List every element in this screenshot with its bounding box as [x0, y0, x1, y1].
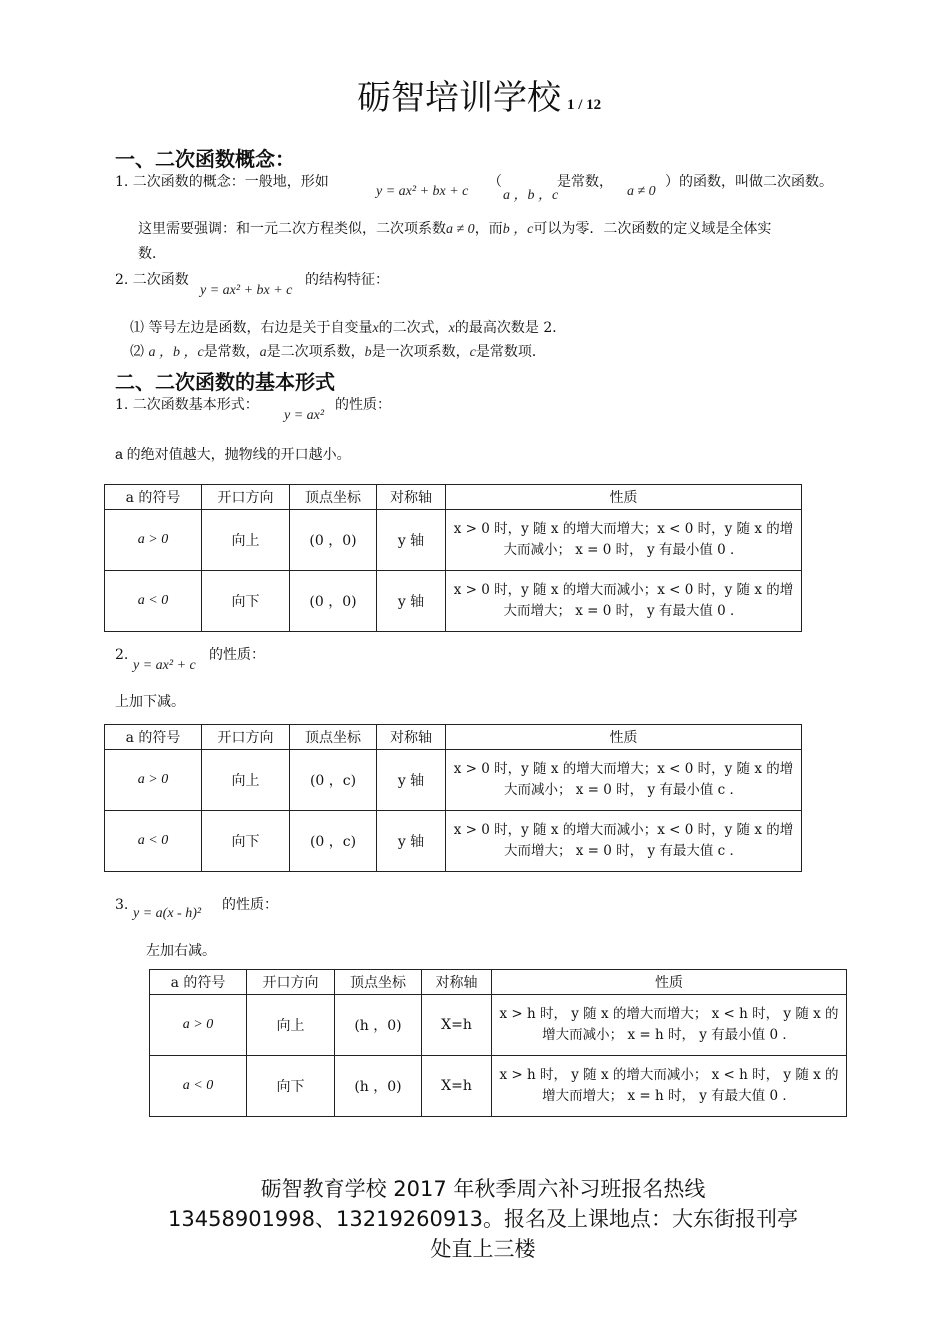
text: 是常数， — [203, 344, 260, 360]
table-header-row — [150, 970, 847, 995]
abc-vars: a ，b ，c — [148, 345, 204, 360]
header-property: 性质 — [446, 485, 802, 510]
cell: a > 0 — [105, 510, 202, 571]
header-axis: 对称轴 — [422, 970, 492, 995]
feature-2 — [130, 342, 546, 363]
item-3-number: 3. — [115, 897, 129, 913]
note-2: 上加下减。 — [115, 694, 185, 710]
cell: 向上 — [202, 510, 290, 571]
header-sign: a 的符号 — [150, 970, 247, 995]
condition-a: a ≠ 0 — [627, 184, 656, 199]
bc-vars: b ，c — [502, 222, 534, 237]
cell: X=h — [422, 1056, 492, 1117]
cell: a < 0 — [105, 571, 202, 632]
text: ⑵ — [130, 344, 144, 360]
header-sign: a 的符号 — [105, 485, 202, 510]
cell: x > 0 时，y 随 x 的增大而减小；x < 0 时，y 随 x 的增大而增大； x = 0 时， y 有最大值 0 ． — [446, 571, 802, 632]
item-1-label: 1. 二次函数基本形式： — [115, 397, 259, 413]
text: 数． — [138, 246, 166, 262]
header-vertex: 顶点坐标 — [290, 725, 377, 750]
header-vertex: 顶点坐标 — [290, 485, 377, 510]
header-property: 性质 — [446, 725, 802, 750]
text: 可以为零．二次函数的定义域是全体实 — [533, 221, 772, 237]
cell: (0 ，c) — [290, 811, 377, 872]
text: 的性质： — [222, 897, 278, 913]
text: ）的函数，叫做二次函数。 — [665, 174, 833, 190]
page-title — [357, 70, 601, 119]
note-3: 左加右减。 — [146, 943, 216, 959]
text: 的最高次数是 2． — [454, 320, 567, 336]
text: 是常数项． — [475, 344, 546, 360]
item-2-number: 2. — [115, 647, 129, 663]
paren-open: （ — [488, 174, 502, 190]
formula-general: y = ax² + bx + c — [200, 283, 293, 298]
formula-ax2-c: y = ax² + c — [133, 658, 196, 673]
cell: a < 0 — [150, 1056, 247, 1117]
cell: (0 ，0) — [290, 510, 377, 571]
cell: x > 0 时，y 随 x 的增大而增大；x < 0 时，y 随 x 的增大而减小； x = 0 时， y 有最小值 0 ． — [446, 510, 802, 571]
formula-general: y = ax² + bx + c — [376, 184, 469, 199]
cell: (h ，0) — [335, 995, 422, 1056]
footer-line: 处直上三楼 — [430, 1237, 536, 1261]
cell: 向上 — [247, 995, 335, 1056]
header-property: 性质 — [492, 970, 847, 995]
cell: a > 0 — [150, 995, 247, 1056]
table-row — [105, 571, 802, 632]
header-direction: 开口方向 — [247, 970, 335, 995]
footer-line: 13458901998、13219260913。报名及上课地点：大东街报刊亭 — [168, 1207, 798, 1231]
table-row — [105, 510, 802, 571]
text: 是常数， — [557, 174, 613, 190]
title-text: 砺智培训学校 — [357, 78, 561, 118]
text: 是二次项系数， — [266, 344, 365, 360]
cell: y 轴 — [377, 811, 446, 872]
properties-table-3 — [149, 969, 847, 1117]
formula-vertex-form: y = a(x - h)² — [133, 906, 202, 921]
cell: x > h 时， y 随 x 的增大而减小； x < h 时， y 随 x 的增大而增大； x = h 时， y 有最大值 0 ． — [492, 1056, 847, 1117]
section-2-heading: 二、二次函数的基本形式 — [115, 370, 335, 394]
cell: y 轴 — [377, 510, 446, 571]
text: ⑴ 等号左边是函数，右边是关于自变量 — [130, 320, 373, 336]
cell: 向下 — [202, 571, 290, 632]
table-row — [105, 750, 802, 811]
cell: a < 0 — [105, 811, 202, 872]
var-b: b — [364, 345, 372, 360]
text: 的结构特征： — [305, 272, 389, 288]
properties-table-2 — [104, 724, 802, 872]
footer-ad — [100, 1174, 866, 1264]
table-row — [150, 995, 847, 1056]
text: 的二次式， — [378, 320, 449, 336]
cell: 向下 — [247, 1056, 335, 1117]
text: ，而 — [474, 221, 503, 237]
text: 的性质： — [209, 647, 265, 663]
concept-paragraph — [115, 172, 329, 192]
cell: (h ，0) — [335, 1056, 422, 1117]
cell: y 轴 — [377, 571, 446, 632]
var-c: c — [469, 345, 476, 360]
page-number: 1 / 12 — [567, 97, 602, 113]
feature-1 — [130, 318, 566, 339]
section-1-heading: 一、二次函数概念： — [115, 147, 295, 171]
cell: 向上 — [202, 750, 290, 811]
cell: a > 0 — [105, 750, 202, 811]
cell: (0 ，c) — [290, 750, 377, 811]
cell: y 轴 — [377, 750, 446, 811]
header-vertex: 顶点坐标 — [335, 970, 422, 995]
cell: (0 ，0) — [290, 571, 377, 632]
table-header-row — [105, 485, 802, 510]
var-x: x — [448, 321, 455, 336]
text: 这里需要强调：和一元二次方程类似，二次项系数 — [138, 221, 446, 237]
cell: x > 0 时，y 随 x 的增大而增大；x < 0 时，y 随 x 的增大而减小； x = 0 时， y 有最小值 c ． — [446, 750, 802, 811]
table-header-row — [105, 725, 802, 750]
abc-vars: a ，b ，c — [503, 188, 559, 203]
cell: X=h — [422, 995, 492, 1056]
structure-intro: 2. 二次函数 — [115, 272, 189, 288]
properties-table-1 — [104, 484, 802, 632]
emphasis-paragraph — [138, 219, 771, 240]
text: 1. 二次函数的概念：一般地，形如 — [115, 174, 329, 190]
var-x: x — [372, 321, 379, 336]
text: 的性质： — [335, 397, 391, 413]
header-direction: 开口方向 — [202, 725, 290, 750]
formula-ax2: y = ax² — [284, 408, 325, 423]
condition-a: a ≠ 0 — [446, 222, 475, 237]
var-a: a — [259, 345, 267, 360]
header-sign: a 的符号 — [105, 725, 202, 750]
note-1: a 的绝对值越大，抛物线的开口越小。 — [115, 446, 351, 462]
header-axis: 对称轴 — [377, 725, 446, 750]
footer-line: 砺智教育学校 2017 年秋季周六补习班报名热线 — [260, 1177, 706, 1201]
header-axis: 对称轴 — [377, 485, 446, 510]
header-direction: 开口方向 — [202, 485, 290, 510]
table-row — [105, 811, 802, 872]
text: 是一次项系数， — [371, 344, 470, 360]
cell: x > h 时， y 随 x 的增大而增大； x < h 时， y 随 x 的增大而减小； x = h 时， y 有最小值 0 ． — [492, 995, 847, 1056]
cell: x > 0 时，y 随 x 的增大而减小；x < 0 时，y 随 x 的增大而增大； x = 0 时， y 有最大值 c ． — [446, 811, 802, 872]
table-row — [150, 1056, 847, 1117]
cell: 向下 — [202, 811, 290, 872]
